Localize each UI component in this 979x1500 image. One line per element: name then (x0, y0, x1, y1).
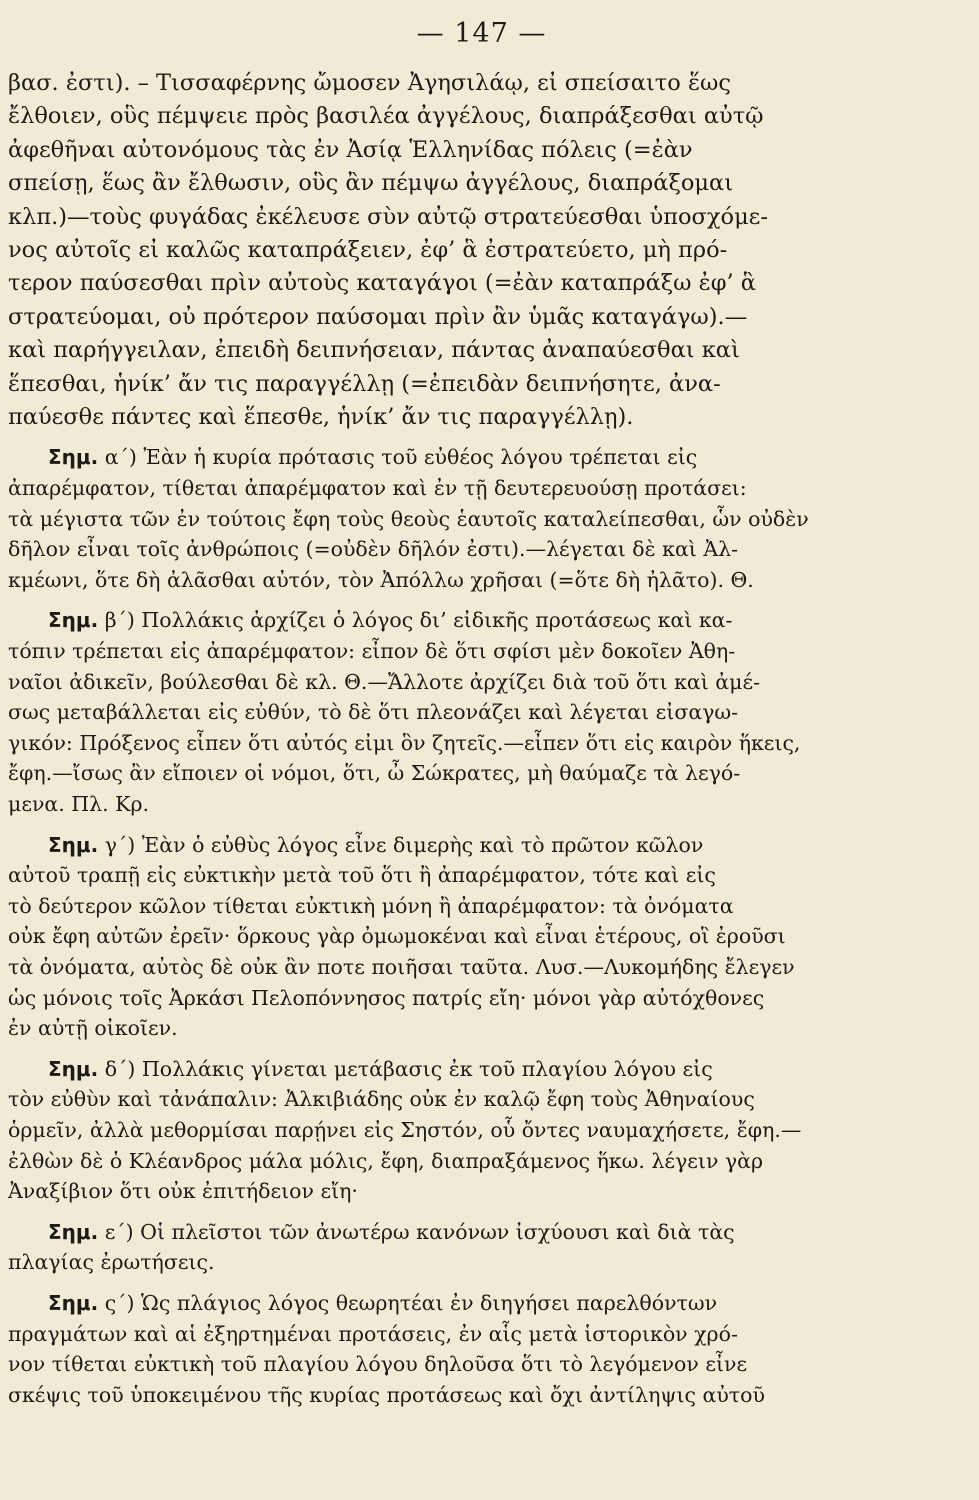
text-line: μενα. Πλ. Κρ. (8, 792, 150, 816)
text-line: σκέψις τοῦ ὑποκειμένου τῆς κυρίας προτάσεως καὶ ὄχι ἀντίληψις αὐτοῦ (8, 1382, 765, 1407)
note-alpha (8, 442, 955, 595)
text-line: δῆλον εἶναι τοῖς ἀνθρώποις (=οὐδὲν δῆλόν ἐστι).—λέγεται δὲ καὶ Ἀλ- (8, 537, 739, 562)
note-marker: Σημ. (48, 1056, 99, 1081)
text-line: νον τίθεται εὐκτικὴ τοῦ πλαγίου λόγου δηλοῦσα ὅτι τὸ λεγόμενον εἶνε (8, 1352, 748, 1377)
text-line: ἐλθὼν δὲ ὁ Κλέανδρος μάλα μόλις, ἔφη, διαπραξάμενος ἥκω. λέγειν γὰρ (8, 1148, 764, 1173)
note-marker: Σημ. (48, 608, 99, 633)
note-text: β΄) Πολλάκις ἀρχίζει ὁ λόγος δι’ εἰδικῆς προτάσεως καὶ κα- (104, 608, 733, 633)
text-line (8, 605, 955, 636)
note-text: ε΄) Οἱ πλεῖστοι τῶν ἀνωτέρω κανόνων ἰσχύουσι καὶ διὰ τὰς (104, 1219, 735, 1244)
text-line: πλαγίας ἐρωτήσεις. (8, 1250, 215, 1275)
note-text: ς΄) Ὡς πλάγιος λόγος θεωρητέαι ἐν διηγήσει παρελθόντων (104, 1290, 718, 1315)
text-line: ἀφεθῆναι αὐτονόμους τὰς ἐν Ἀσίᾳ Ἑλληνίδας πόλεις (=ἐὰν (8, 136, 693, 163)
text-line: πραγμάτων καὶ αἱ ἐξηρτημέναι προτάσεις, ἐν αἷς μετὰ ἱστορικὸν χρό- (8, 1321, 738, 1346)
text-line: ἔφη.—ἴσως ἂν εἴποιεν οἱ νόμοι, ὅτι, ὦ Σώκρατες, μὴ θαύμαζε τὰ λεγό- (8, 761, 741, 786)
text-line: ἕπεσθαι, ἡνίκ’ ἄν τις παραγγέλλῃ (=ἐπειδὰν δειπνήσητε, ἀνα- (8, 370, 721, 397)
text-line: σπείσῃ, ἕως ἂν ἔλθωσιν, οὓς ἂν πέμψω ἀγγέλους, διαπράξομαι (8, 170, 734, 197)
text-line: νος αὐτοῖς εἰ καλῶς καταπράξειεν, ἐφ’ ἃ ἐστρατεύετο, μὴ πρό- (8, 237, 728, 264)
text-line: ἐν αὐτῇ οἰκοῖεν. (8, 1016, 178, 1041)
page-number: — 147 — (416, 18, 547, 49)
text-line (8, 1217, 955, 1248)
note-marker: Σημ. (48, 1219, 99, 1244)
note-gamma (8, 830, 955, 1044)
text-line: ὁρμεῖν, ἀλλὰ μεθορμίσαι παρῄνει εἰς Σηστόν, οὗ ὄντες ναυμαχήσετε, ἔφη.— (8, 1117, 802, 1142)
text-line: τὰ μέγιστα τῶν ἐν τούτοις ἔφη τοὺς θεοὺς ἑαυτοῖς καταλείπεσθαι, ὧν οὐδὲν (8, 506, 809, 531)
text-line: κμέωνι, ὅτε δὴ ἀλᾶσθαι αὐτόν, τὸν Ἀπόλλω χρῆσαι (=ὅτε δὴ ἠλᾶτο). Θ. (8, 567, 754, 592)
text-line: οὐκ ἔφη αὐτῶν ἐρεῖν· ὅρκους γὰρ ὀμωμοκέναι καὶ εἶναι ἑτέρους, οἳ ἐροῦσι (8, 924, 786, 949)
text-line: αὐτοῦ τραπῇ εἰς εὐκτικὴν μετὰ τοῦ ὅτι ἢ ἀπαρέμφατον, τότε καὶ εἰς (8, 863, 716, 888)
text-line: σως μεταβάλλεται εἰς εὐθύν, τὸ δὲ ὅτι πλεονάζει καὶ λέγεται εἰσαγω- (8, 700, 739, 725)
text-line: τὰ ὀνόματα, αὐτὸς δὲ οὐκ ἂν ποτε ποιῆσαι ταῦτα. Λυσ.—Λυκομήδης ἔλεγεν (8, 954, 795, 979)
note-stigma (8, 1288, 955, 1410)
note-delta (8, 1054, 955, 1207)
text-line (8, 1054, 955, 1085)
note-beta (8, 605, 955, 819)
text-line: ἀπαρέμφατον, τίθεται ἀπαρέμφατον καὶ ἐν τῇ δευτερευούσῃ προτάσει: (8, 476, 747, 501)
note-text: γ΄) Ἐὰν ὁ εὐθὺς λόγος εἶνε διμερὴς καὶ τὸ πρῶτον κῶλον (104, 832, 704, 857)
note-marker: Σημ. (48, 832, 99, 857)
note-text: δ΄) Πολλάκις γίνεται μετάβασις ἐκ τοῦ πλαγίου λόγου εἰς (104, 1056, 713, 1081)
text-line: γικόν: Πρόξενος εἶπεν ὅτι αὐτός εἰμι ὃν ζητεῖς.—εἶπεν ὅτι εἰς καιρὸν ἥκεις, (8, 730, 801, 755)
text-line: Ἀναξίβιον ὅτι οὐκ ἐπιτήδειον εἴη· (8, 1179, 358, 1204)
note-marker: Σημ. (48, 445, 99, 470)
text-line: ναῖοι ἀδικεῖν, βούλεσθαι δὲ κλ. Θ.—Ἄλλοτε ἀρχίζει διὰ τοῦ ὅτι καὶ ἀμέ- (8, 669, 761, 694)
text-line (8, 1288, 955, 1319)
text-line: τερον παύσεσθαι πρὶν αὐτοὺς καταγάγοι (=ἐὰν καταπράξω ἐφ’ ἃ (8, 270, 756, 297)
text-line: κλπ.)—τοὺς φυγάδας ἐκέλευσε σὺν αὐτῷ στρατεύεσθαι ὑποσχόμε- (8, 203, 768, 230)
text-line (8, 830, 955, 861)
note-epsilon (8, 1217, 955, 1278)
main-paragraph (8, 67, 955, 434)
text-line: ἔλθοιεν, οὓς πέμψειε πρὸς βασιλέα ἀγγέλους, διαπράξεσθαι αὐτῷ (8, 103, 764, 130)
text-line: τόπιν τρέπεται εἰς ἀπαρέμφατον: εἶπον δὲ ὅτι σφίσι μὲν δοκοῖεν Ἀθη- (8, 639, 736, 664)
text-line: στρατεύομαι, οὐ πρότερον παύσομαι πρὶν ἂν ὑμᾶς καταγάγω).— (8, 303, 748, 330)
text-line: τὸ δεύτερον κῶλον τίθεται εὐκτικὴ μόνη ἢ ἀπαρέμφατον: τὰ ὀνόματα (8, 893, 734, 918)
text-line: τὸν εὐθὺν καὶ τἀνάπαλιν: Ἀλκιβιάδης οὐκ ἐν καλῷ ἔφη τοὺς Ἀθηναίους (8, 1087, 755, 1112)
note-marker: Σημ. (48, 1290, 99, 1315)
note-text: α΄) Ἐὰν ἡ κυρία πρότασις τοῦ εὐθέος λόγου τρέπεται εἰς (104, 445, 698, 470)
text-line: ὡς μόνοις τοῖς Ἀρκάσι Πελοπόννησος πατρίς εἴη· μόνοι γὰρ αὐτόχθονες (8, 985, 765, 1010)
text-line: παύεσθε πάντες καὶ ἕπεσθε, ἡνίκ’ ἄν τις παραγγέλλῃ). (8, 404, 634, 431)
text-line: καὶ παρήγγειλαν, ἐπειδὴ δειπνήσειαν, πάντας ἀναπαύεσθαι καὶ (8, 337, 740, 364)
text-line: βασ. ἐστι). – Τισσαφέρνης ὤμοσεν Ἀγησιλάῳ, εἰ σπείσαιτο ἕως (8, 70, 731, 96)
text-line (8, 442, 955, 473)
